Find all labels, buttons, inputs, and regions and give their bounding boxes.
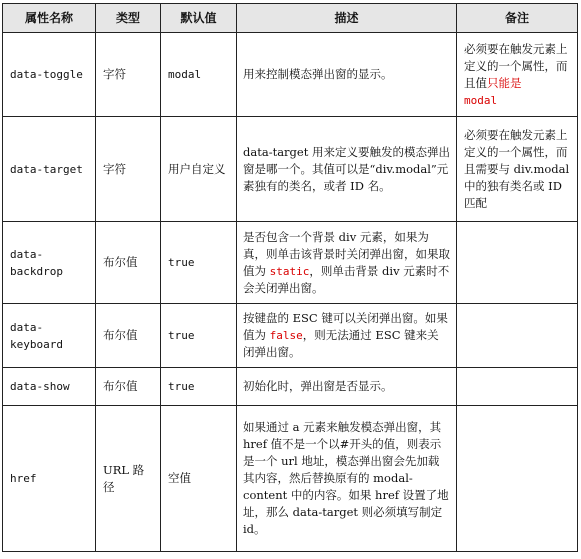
attr-type: 布尔值 <box>96 304 161 368</box>
attr-type: 布尔值 <box>96 222 161 304</box>
attr-type: URL 路径 <box>96 406 161 552</box>
attr-name: data-toggle <box>3 33 96 117</box>
description-text: 是否包含一个背景 div 元素，如果为真，则单击该背景时关闭弹出窗，如果取值为 <box>243 229 450 278</box>
attr-note <box>457 304 578 368</box>
attributes-table <box>2 3 578 552</box>
attr-name: data-target <box>3 117 96 222</box>
attr-note <box>457 33 578 117</box>
note-highlight-value: modal <box>464 93 498 107</box>
attr-name: data-show <box>3 368 96 406</box>
attr-default: true <box>161 368 237 406</box>
attr-description <box>237 222 457 304</box>
note-highlight: 只能是 <box>487 75 522 90</box>
attr-name: data-backdrop <box>3 222 96 304</box>
attr-note <box>457 406 578 552</box>
note-text: 必须要在触发元素上定义的一个属性，而且值 <box>464 41 568 90</box>
table-row <box>3 304 578 368</box>
attr-name: href <box>3 406 96 552</box>
attr-default: true <box>161 304 237 368</box>
attr-type: 布尔值 <box>96 368 161 406</box>
attr-note: 必须要在触发元素上定义的一个属性，而且需要与 div.modal 中的独有类名或 ID 匹配 <box>457 117 578 222</box>
header-description: 描述 <box>237 4 457 33</box>
attr-note <box>457 368 578 406</box>
table-row <box>3 406 578 552</box>
table-row <box>3 33 578 117</box>
attr-note <box>457 222 578 304</box>
table-row <box>3 222 578 304</box>
attr-type: 字符 <box>96 117 161 222</box>
attr-description <box>237 304 457 368</box>
attr-name: data-keyboard <box>3 304 96 368</box>
attr-default: 空值 <box>161 406 237 552</box>
description-highlight: static <box>269 264 310 278</box>
header-note: 备注 <box>457 4 578 33</box>
header-type: 类型 <box>96 4 161 33</box>
description-highlight: false <box>269 329 303 342</box>
table-row <box>3 117 578 222</box>
attr-default: 用户自定义 <box>161 117 237 222</box>
attr-default: true <box>161 222 237 304</box>
attr-description: data-target 用来定义要触发的模态弹出窗是哪一个。其值可以是“div.modal”元素独有的类名，或者 ID 名。 <box>237 117 457 222</box>
attr-default: modal <box>161 33 237 117</box>
attr-description: 初始化时，弹出窗是否显示。 <box>237 368 457 406</box>
header-default: 默认值 <box>161 4 237 33</box>
attr-description: 如果通过 a 元素来触发模态弹出窗，其 href 值不是一个以#开头的值，则表示是一个 url 地址，模态弹出窗会先加载其内容，然后替换原有的 modal-content 中的内容。如果 href 设置了地址，那么 data-target 则必须填写制定 id。 <box>237 406 457 552</box>
description-text: ，则单击背景 div 元素时不会关闭弹出窗。 <box>243 263 450 295</box>
table-row <box>3 368 578 406</box>
attr-type: 字符 <box>96 33 161 117</box>
header-name: 属性名称 <box>3 4 96 33</box>
header-row <box>3 4 578 33</box>
description-text: ，则无法通过 ESC 键来关闭弹出窗。 <box>243 328 439 359</box>
description-text: 按键盘的 ESC 键可以关闭弹出窗。如果值为 <box>243 311 448 342</box>
attr-description: 用来控制模态弹出窗的显示。 <box>237 33 457 117</box>
